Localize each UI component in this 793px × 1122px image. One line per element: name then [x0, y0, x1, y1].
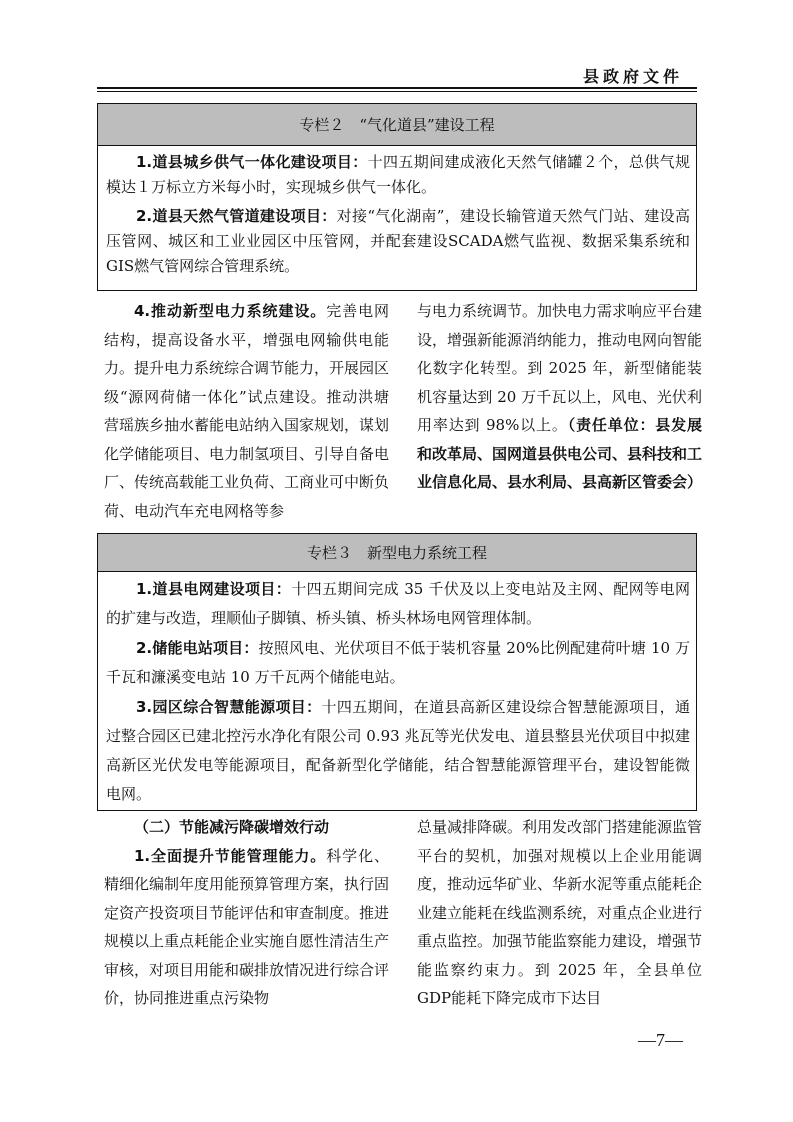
header-rule-thick — [97, 87, 697, 89]
header-rule-thin — [97, 91, 697, 92]
box-item-text: 十四五期间建成液化天然气储罐２个，总供气规模达１万标立方米每小时，实现城乡供气一体化。 — [106, 153, 690, 196]
paragraph-text: 科学化、精细化编制年度用能预算管理方案，执行固定资产投资项目节能评估和审查制度。推进规模以上重点耗能企业实施自愿性清洁生产审核，对项目用能和碳排放情况进行综合评价，协同推进重点污染物 — [104, 846, 390, 1007]
box-item — [106, 150, 690, 200]
box-item — [106, 634, 690, 692]
box-body — [98, 572, 696, 809]
box-item-lead: 2.道县天然气管道建设项目： — [136, 207, 337, 225]
paragraph-lead: 4.推动新型电力系统建设。 — [134, 302, 327, 320]
paragraph — [417, 813, 702, 1013]
box-item-lead: 2.储能电站项目： — [136, 639, 259, 657]
column-box-gasification — [97, 103, 697, 291]
header-title: 县政府文件 — [582, 67, 683, 86]
box-item-text: 十四五期间完成 35 千伏及以上变电站及主网、配网等电网的扩建与改造，理顺仙子脚镇、桥头镇、桥头林场电网管理体制。 — [106, 580, 690, 627]
box-item — [106, 204, 690, 279]
column-box-power-system — [97, 533, 697, 811]
section-heading-text: （二）节能减污降碳增效行动 — [134, 818, 330, 836]
paragraph-text: 总量减排降碳。利用发改部门搭建能源监管平台的契机，加强对规模以上企业用能调度，推动远华矿业、华新水泥等重点能耗企业建立能耗在线监测系统，对重点企业进行重点监控。加强节能监察能力建设，增强节能监察约束力。到 2025 年，全县单位GDP能耗下降完成市下达目 — [417, 818, 703, 1007]
paragraph-text: 与电力系统调节。加快电力需求响应平台建设，增强新能源消纳能力，推动电网向智能化数字化转型。到 2025 年，新型储能装机容量达到 20 万千瓦以上，风电、光伏利用率达到 98%以上。 — [417, 302, 703, 434]
text-column-right — [417, 297, 702, 497]
paragraph-text: 完善电网结构，提高设备水平，增强电网输供电能力。提升电力系统综合调节能力，开展园区级“源网荷储一体化”试点建设。推动洪塘营瑶族乡抽水蓄能电站纳入国家规划，谋划化学储能项目、电力制氢项目、引导自备电厂、传统高载能工业负荷、工商业可中断负荷、电动汽车充电网格等参 — [104, 302, 390, 520]
box-item-text: 十四五期间，在道县高新区建设综合智慧能源项目，通过整合园区已建北控污水净化有限公司 0.93 兆瓦等光伏发电、道县整县光伏项目中拟建高新区光伏发电等能源项目，配备新型化学储能，结合智慧能源管理平台，建设智能微电网。 — [106, 698, 690, 803]
responsible-units: （责任单位：县发展和改革局、国网道县供电公司、县科技和工业信息化局、县水利局、县高新区管委会） — [417, 416, 703, 491]
box-body — [98, 146, 696, 279]
paragraph — [104, 297, 389, 525]
box-item-text: 对接“气化湖南”，建设长输管道天然气门站、建设高压管网、城区和工业业园区中压管网，并配套建设SCADA燃气监视、数据采集系统和GIS燃气管网综合管理系统。 — [106, 207, 690, 275]
paragraph — [417, 297, 702, 497]
box-item-lead: 1.道县电网建设项目： — [136, 580, 292, 598]
box-item-lead: 1.道县城乡供气一体化建设项目： — [136, 153, 368, 171]
box-item-text: 按照风电、光伏项目不低于装机容量 20%比例配建荷叶塘 10 万千瓦和濂溪变电站 10 万千瓦两个储能电站。 — [106, 639, 691, 686]
page-number: —7— — [638, 1030, 683, 1050]
section-heading — [104, 813, 389, 842]
text-column-left — [104, 297, 389, 525]
box-item — [106, 575, 690, 633]
text-column-right — [417, 813, 702, 1013]
text-column-left — [104, 813, 389, 1013]
paragraph — [104, 842, 389, 1013]
box-item — [106, 693, 690, 809]
paragraph-lead: 1.全面提升节能管理能力。 — [134, 846, 327, 865]
box-item-lead: 3.园区综合智慧能源项目： — [136, 698, 322, 716]
box-title: 专栏３ 新型电力系统工程 — [98, 534, 696, 572]
box-title: 专栏２ “气化道县”建设工程 — [98, 104, 696, 146]
